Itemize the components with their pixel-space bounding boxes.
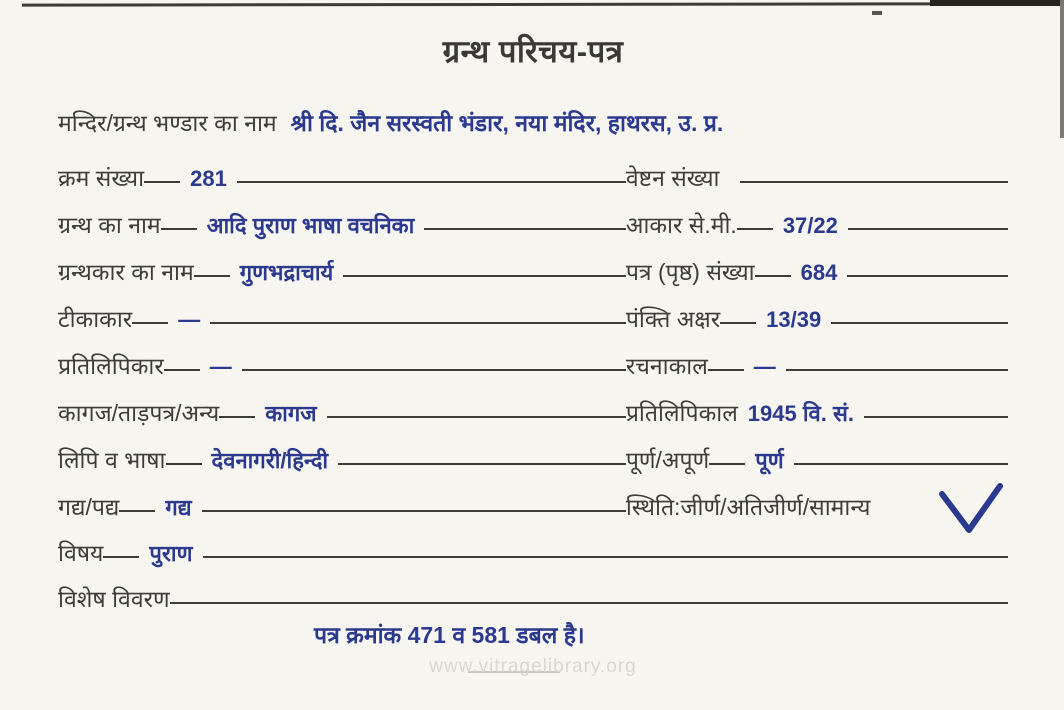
rule-line xyxy=(170,602,1008,604)
row-page-count xyxy=(612,242,1008,289)
scan-edge-mark xyxy=(872,11,882,15)
rule-line xyxy=(343,275,612,277)
field-label: लिपि व भाषा xyxy=(58,447,166,474)
card-body xyxy=(0,30,1064,678)
field-value: पूर्ण xyxy=(755,447,784,473)
field-label: पत्र (पृष्ठ) संख्या xyxy=(625,259,755,286)
field-label: वेष्टन संख्या xyxy=(625,165,720,192)
field-label: प्रतिलिपिकार xyxy=(58,353,164,380)
rule-line xyxy=(327,416,612,418)
rule-line xyxy=(612,369,626,371)
field-label: पूर्ण/अपूर्ण xyxy=(625,447,710,474)
page-title: ग्रन्थ परिचय-पत्र xyxy=(442,34,624,69)
rule-line xyxy=(786,369,1008,371)
row-material xyxy=(58,383,612,430)
rule-line xyxy=(612,510,626,512)
field-label: मन्दिर/ग्रन्थ भण्डार का नाम xyxy=(58,110,277,137)
row-temple-bhandar-name xyxy=(58,96,1008,138)
field-label: विषय xyxy=(58,540,104,567)
rule-line xyxy=(242,369,612,371)
row-copyist xyxy=(58,336,612,383)
field-value: देवनागरी/हिन्दी xyxy=(211,447,329,473)
rule-line xyxy=(848,228,1008,230)
rule-line xyxy=(103,556,139,558)
row-bundle-number xyxy=(612,148,1008,195)
rule-line xyxy=(194,275,230,277)
rule-line xyxy=(132,322,168,324)
field-label: गद्य/पद्य xyxy=(58,494,120,521)
rule-line xyxy=(210,322,612,324)
row-commentator xyxy=(58,289,612,336)
rule-line xyxy=(864,416,1008,418)
rule-line xyxy=(612,463,626,465)
row-complete-incomplete xyxy=(612,430,1008,477)
field-value: 684 xyxy=(800,259,838,285)
rule-line xyxy=(612,228,626,230)
row-subject xyxy=(58,524,1008,570)
row-copy-date xyxy=(612,383,1008,430)
rule-line xyxy=(708,369,744,371)
rule-line xyxy=(203,556,1009,558)
rule-line xyxy=(202,510,612,512)
row-book-name xyxy=(58,195,612,242)
field-value: — xyxy=(209,353,232,379)
checkmark-icon xyxy=(938,482,1004,536)
field-value: — xyxy=(178,306,201,332)
row-lines-letters xyxy=(612,289,1008,336)
special-details-note: पत्र क्रमांक 471 व 581 डबल है। xyxy=(314,622,585,648)
row-composition-date xyxy=(612,336,1008,383)
field-value: गुणभद्राचार्य xyxy=(239,259,334,285)
fields-grid xyxy=(58,148,1008,524)
rule-line xyxy=(847,275,1008,277)
rule-line xyxy=(612,322,626,324)
scan-edge-top xyxy=(22,2,930,6)
field-value: पुराण xyxy=(149,540,193,566)
field-label: विशेष विवरण xyxy=(58,586,170,613)
row-size-cm xyxy=(612,195,1008,242)
field-value: 13/39 xyxy=(766,306,822,332)
field-label: स्थिति:जीर्ण/अतिजीर्ण/सामान्य xyxy=(625,494,871,521)
rule-line xyxy=(119,510,155,512)
row-serial-number xyxy=(58,148,612,195)
rule-line xyxy=(794,463,1008,465)
rule-line xyxy=(237,181,612,183)
rule-line xyxy=(831,322,1008,324)
rule-line xyxy=(144,181,180,183)
field-value: 1945 वि. सं. xyxy=(747,400,854,426)
rule-line xyxy=(161,228,197,230)
field-value: आदि पुराण भाषा वचनिका xyxy=(206,212,415,238)
rule-line xyxy=(338,463,612,465)
rule-line xyxy=(164,369,200,371)
row-author-name xyxy=(58,242,612,289)
rule-line xyxy=(755,275,791,277)
scan-edge-top-right xyxy=(930,0,1064,6)
field-label: क्रम संख्या xyxy=(58,165,145,192)
field-value: गद्य xyxy=(165,494,192,520)
rule-line xyxy=(612,181,626,183)
field-value: 281 xyxy=(190,165,227,191)
row-special-details xyxy=(58,570,1008,616)
field-value: कागज xyxy=(265,400,317,426)
rule-line xyxy=(219,416,255,418)
field-label: ग्रन्थ का नाम xyxy=(58,212,161,239)
field-label: पंक्ति अक्षर xyxy=(625,306,721,333)
field-label: आकार से.मी. xyxy=(625,212,737,239)
watermark-text: www.vitragelibrary.org xyxy=(429,656,637,677)
field-value: श्री दि. जैन सरस्वती भंडार, नया मंदिर, हाथरस, उ. प्र. xyxy=(290,110,724,137)
rule-line xyxy=(612,416,626,418)
field-label: रचनाकाल xyxy=(625,353,708,380)
row-script-language xyxy=(58,430,612,477)
field-value: — xyxy=(753,353,776,379)
row-prose-verse xyxy=(58,477,612,524)
field-label: कागज/ताड़पत्र/अन्य xyxy=(58,400,220,427)
rule-line xyxy=(740,181,1008,183)
rule-line xyxy=(720,322,756,324)
rule-line xyxy=(737,228,773,230)
rule-line xyxy=(424,228,612,230)
rule-line xyxy=(709,463,745,465)
rule-line xyxy=(612,275,626,277)
field-label: ग्रन्थकार का नाम xyxy=(58,259,194,286)
field-value: 37/22 xyxy=(782,212,838,238)
field-label: प्रतिलिपिकाल xyxy=(625,400,738,427)
rule-line xyxy=(166,463,202,465)
row-condition xyxy=(612,477,1008,524)
field-label: टीकाकार xyxy=(58,306,133,333)
